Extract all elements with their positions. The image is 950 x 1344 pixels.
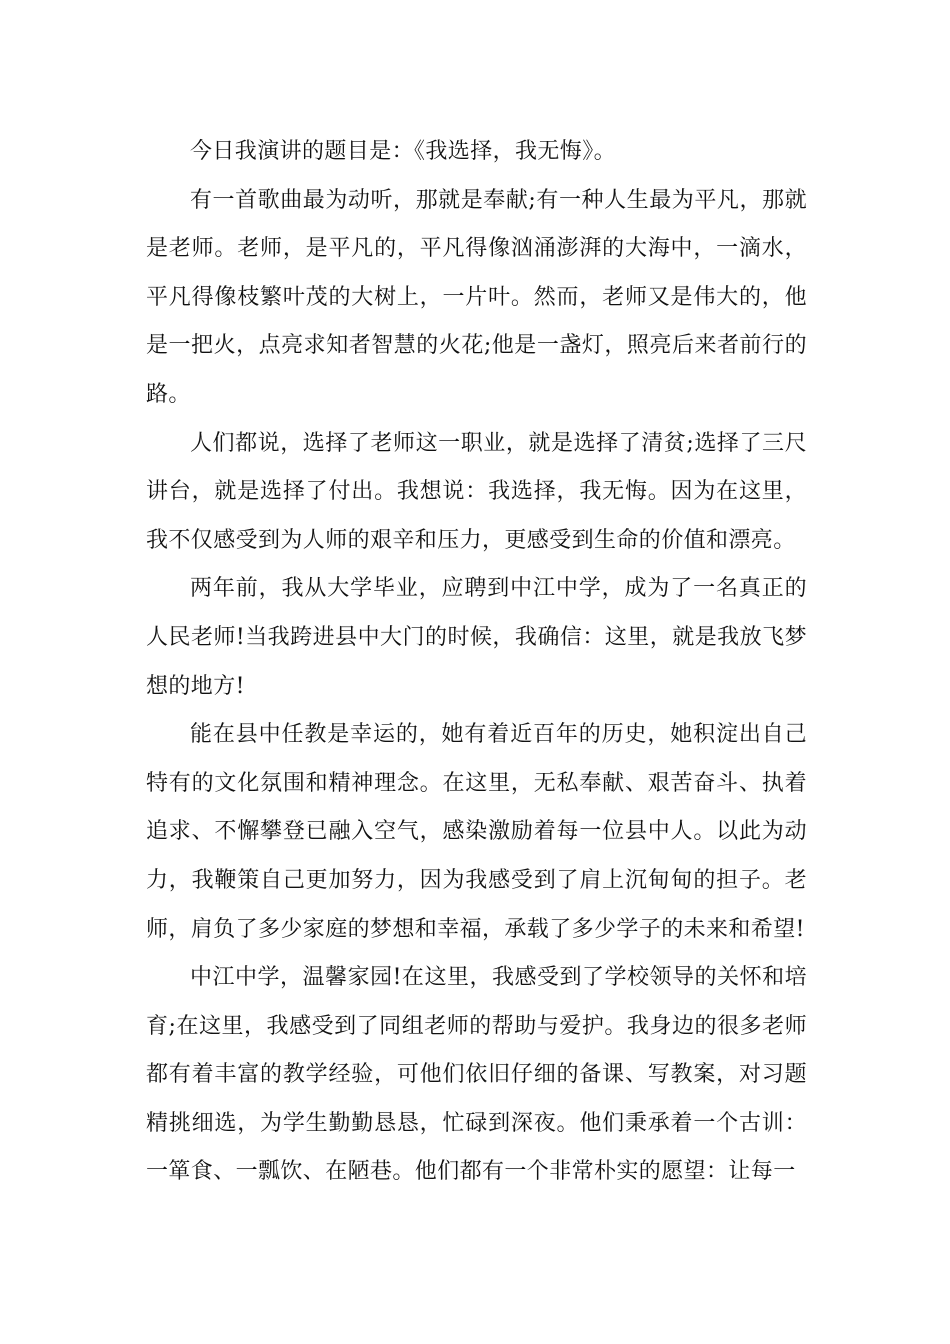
paragraph-two-years-ago: 两年前，我从大学毕业，应聘到中江中学，成为了一名真正的人民老师!当我跨进县中大门的时候，我确信：这里，就是我放飞梦想的地方! [146, 576, 807, 699]
paragraph-title-intro: 今日我演讲的题目是：《我选择，我无悔》。 [190, 139, 617, 164]
document-body [146, 128, 807, 1197]
paragraph-choice: 人们都说，选择了老师这一职业，就是选择了清贫;选择了三尺讲台，就是选择了付出。我想说：我选择，我无悔。因为在这里，我不仅感受到为人师的艰辛和压力，更感受到生命的价值和漂亮。 [146, 430, 807, 553]
paragraph-warm-home: 中江中学，温馨家园!在这里，我感受到了学校领导的关怀和培育;在这里，我感受到了同组老师的帮助与爱护。我身边的很多老师都有着丰富的教学经验，可他们依旧仔细的备课、写教案，对习题精挑细选，为学生勤勤恳恳，忙碌到深夜。他们秉承着一个古训：一箪食、一瓢饮、在陋巷。他们都有一个非常朴实的愿望：让每一 [146, 965, 807, 1185]
paragraph-school-history: 能在县中任教是幸运的，她有着近百年的历史，她积淀出自己特有的文化氛围和精神理念。在这里，无私奉献、艰苦奋斗、执着追求、不懈攀登已融入空气，感染激励着每一位县中人。以此为动力，我鞭策自己更加努力，因为我感受到了肩上沉甸甸的担子。老师，肩负了多少家庭的梦想和幸福，承载了多少学子的未来和希望! [146, 722, 807, 942]
paragraph-dedication: 有一首歌曲最为动听，那就是奉献;有一种人生最为平凡，那就是老师。老师，是平凡的，平凡得像汹涌澎湃的大海中，一滴水，平凡得像枝繁叶茂的大树上，一片叶。然而，老师又是伟大的，他是一把火，点亮求知者智慧的火花;他是一盏灯，照亮后来者前行的路。 [146, 187, 807, 407]
